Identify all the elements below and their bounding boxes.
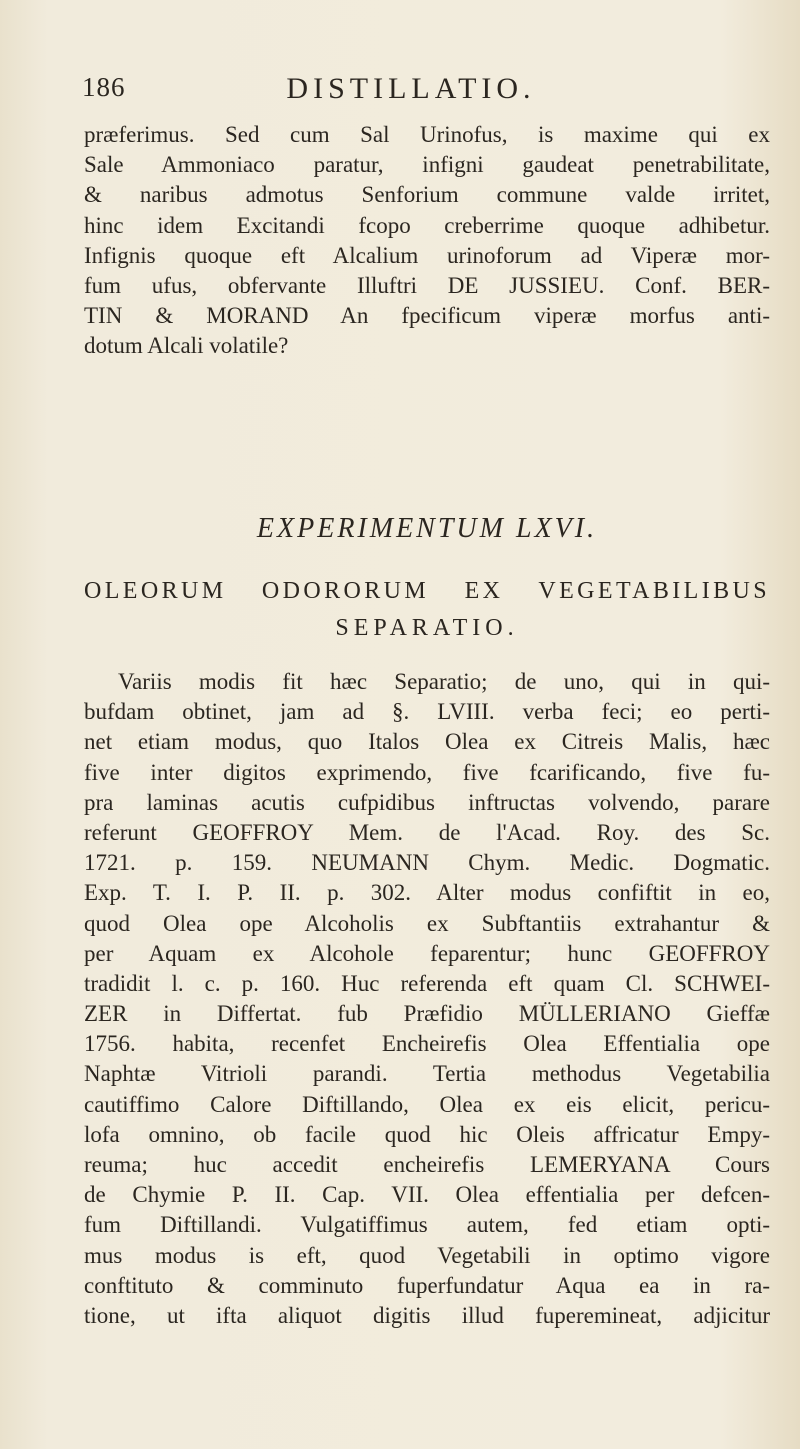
- text-line: Naphtæ Vitrioli parandi. Tertia methodus Vegetabilia: [84, 1061, 770, 1087]
- text-line: cautiffimo Calore Diftillando, Olea ex eis elicit, pericu-: [84, 1091, 770, 1117]
- text-line: net etiam modus, quo Italos Olea ex Citreis Malis, hæc: [84, 729, 770, 755]
- text-line: fum Diftillandi. Vulgatiffimus autem, fed etiam opti-: [84, 1212, 770, 1238]
- text-line: fum ufus, obfervante Illuftri DE JUSSIEU. Conf. BER-: [84, 272, 770, 298]
- paragraph-alcali: [84, 120, 770, 362]
- page-number: 186: [82, 72, 126, 102]
- text-line: mus modus is eft, quod Vegetabili in optimo vigore: [84, 1242, 770, 1268]
- text-line: lofa omnino, ob facile quod hic Oleis affricatur Empy-: [84, 1121, 770, 1147]
- running-head: DISTILLATIO.: [286, 72, 536, 105]
- text-line: præferimus. Sed cum Sal Urinofus, is maxime qui ex: [84, 122, 770, 147]
- text-line: & naribus admotus Senforium commune valde irritet,: [84, 182, 770, 208]
- section-subtitle: OLEORUM ODORORUM EX VEGETABILIBUS: [84, 578, 770, 604]
- text-line: per Aquam ex Alcohole feparentur; hunc GEOFFROY: [84, 940, 770, 966]
- text-line: Infignis quoque eft Alcalium urinoforum ad Viperæ mor-: [84, 242, 770, 268]
- text-line: ZER in Differtat. fub Præfidio MÜLLERIANO Gieffæ: [84, 1001, 770, 1027]
- text-line: 1756. habita, recenfet Encheirefis Olea Effentialia ope: [84, 1031, 770, 1057]
- experiment-title: EXPERIMENTUM LXVI.: [256, 513, 598, 544]
- text-line: referunt GEOFFROY Mem. de l'Acad. Roy. des Sc.: [84, 819, 770, 845]
- page-header: [82, 72, 740, 108]
- text-line: Exp. T. I. P. II. p. 302. Alter modus confiftit in eo,: [84, 880, 770, 906]
- text-line: bufdam obtinet, jam ad §. LVIII. verba feci; eo perti-: [84, 699, 770, 725]
- text-line: conftituto & comminuto fuperfundatur Aqua ea in ra-: [84, 1272, 770, 1298]
- text-line: 1721. p. 159. NEUMANN Chym. Medic. Dogmatic.: [84, 850, 770, 876]
- text-line: pra laminas acutis cufpidibus inftructas volvendo, parare: [84, 789, 770, 815]
- text-line: quod Olea ope Alcoholis ex Subftantiis extrahantur &: [84, 910, 770, 936]
- text-line: tione, ut ifta aliquot digitis illud fupereminеat, adjicitur: [84, 1302, 770, 1328]
- text-line: hinc idem Excitandi fcopo creberrime quoque adhibetur.: [84, 212, 770, 238]
- text-line: tradidit l. c. p. 160. Huc referenda eft quam Cl. SCHWEI-: [84, 970, 770, 996]
- text-line: reuma; huc accedit encheirefis LEMERYANA Cours: [84, 1152, 770, 1177]
- text-line: five inter digitos exprimendo, five fcarificando, five fu-: [84, 759, 770, 785]
- text-line: de Chymie P. II. Cap. VII. Olea effentialia per defcen-: [84, 1182, 770, 1208]
- text-line: TIN & MORAND An fpecificum viperæ morfus anti-: [84, 303, 770, 329]
- section-subtitle-continued: SEPARATIO.: [335, 615, 519, 641]
- paragraph-separatio: [84, 667, 770, 1331]
- text-line: Sale Ammoniaco paratur, infigni gaudeat penetrabilitate,: [84, 152, 770, 178]
- text-line: dotum Alcali volatile?: [84, 333, 289, 359]
- text-line: Variis modis fit hæc Separatio; de uno, qui in qui-: [118, 669, 770, 694]
